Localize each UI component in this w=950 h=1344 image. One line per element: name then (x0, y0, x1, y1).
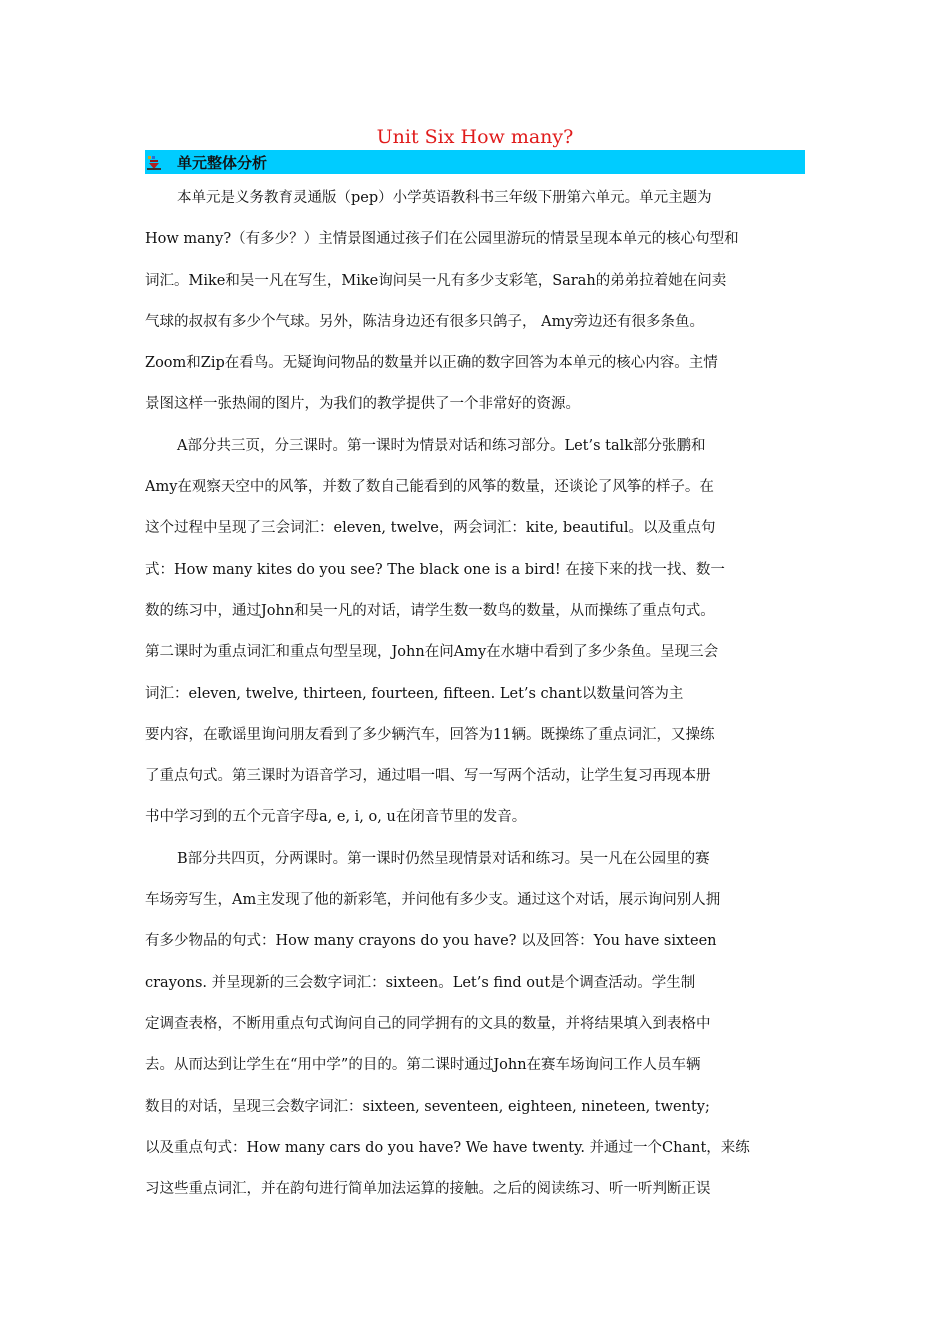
paragraph-line: 去。从而达到让学生在“用中学”的目的。第二课时通过John在赛车场询问工作人员车辆 (145, 1057, 701, 1074)
paragraph-line: 定调查表格，不断用重点句式询问自己的同学拥有的文具的数量，并将结果填入到表格中 (145, 1015, 711, 1032)
paragraph-line: 第二课时为重点词汇和重点句型呈现，John在问Amy在水塘中看到了多少条鱼。呈现三会 (145, 644, 719, 661)
paragraph-line: How many?（有多少？）主情景图通过孩子们在公园里游玩的情景呈现本单元的核心句型和 (145, 231, 739, 248)
paragraph-line: 了重点句式。第三课时为语音学习，通过唱一唱、写一写两个活动，让学生复习再现本册 (145, 768, 711, 785)
paragraph-line: 习这些重点词汇，并在韵句进行简单加法运算的接触。之后的阅读练习、听一听判断正误 (145, 1181, 711, 1198)
paragraph-line: 有多少物品的句式：How many crayons do you have? 以及回答：You have sixteen (145, 933, 717, 950)
paragraph-line: 以及重点句式：How many cars do you have? We have twenty. 并通过一个Chant，来练 (145, 1139, 750, 1156)
paragraph-line: 词汇：eleven, twelve, thirteen, fourteen, fifteen. Let’s chant以数量问答为主 (145, 685, 684, 702)
paragraph-line: B部分共四页，分两课时。第一课时仍然呈现情景对话和练习。吴一凡在公园里的赛 (177, 850, 710, 867)
paragraph-line: 数的练习中，通过John和吴一凡的对话，请学生数一数鸟的数量，从而操练了重点句式。 (145, 602, 715, 619)
paragraph-line: 式：How many kites do you see? The black one is a bird! 在接下来的找一找、数一 (145, 561, 725, 578)
paragraph-line: 要内容，在歌谣里询问朋友看到了多少辆汽车，回答为11辆。既操练了重点词汇，又操练 (145, 726, 715, 743)
paragraph-line: 车场旁写生，Am主发现了他的新彩笔，并问他有多少支。通过这个对话，展示询问别人拥 (145, 892, 721, 909)
document-title: Unit Six How many? (376, 126, 574, 148)
paragraph-line: 气球的叔叔有多少个气球。另外，陈洁身边还有很多只鸽子， Amy旁边还有很多条鱼。 (145, 313, 705, 330)
paragraph-line: 这个过程中呈现了三会词汇：eleven, twelve，两会词汇：kite, beautiful。以及重点句 (145, 520, 716, 537)
paragraph-line: 数目的对话，呈现三会数字词汇：sixteen, seventeen, eighteen, nineteen, twenty; (145, 1098, 710, 1115)
paragraph-line: 本单元是义务教育灵通版（pep）小学英语教科书三年级下册第六单元。单元主题为 (177, 190, 712, 206)
body-text (145, 178, 805, 1210)
section-heading-bar (145, 150, 805, 174)
bullet-arrow-icon (147, 155, 161, 169)
paragraph-line: 书中学习到的五个元音字母a, e, i, o, u在闭音节里的发音。 (145, 809, 527, 826)
paragraph-line: Amy在观察天空中的风筝，并数了数自己能看到的风筝的数量，还谈论了风筝的样子。在 (145, 479, 714, 496)
paragraph-line: 词汇。Mike和吴一凡在写生，Mike询问吴一凡有多少支彩笔，Sarah的弟弟拉着她在问卖 (145, 272, 727, 289)
paragraph-line: A部分共三页，分三课时。第一课时为情景对话和练习部分。Let’s talk部分张鹏和 (177, 437, 706, 454)
paragraph-line: crayons. 并呈现新的三会数字词汇：sixteen。Let’s find out是个调查活动。学生制 (145, 974, 696, 991)
paragraph-line: Zoom和Zip在看鸟。无疑询问物品的数量并以正确的数字回答为本单元的核心内容。主情 (145, 355, 718, 372)
paragraph-line: 景图这样一张热闹的图片，为我们的教学提供了一个非常好的资源。 (145, 396, 580, 413)
section-heading: 单元整体分析 (177, 153, 268, 172)
